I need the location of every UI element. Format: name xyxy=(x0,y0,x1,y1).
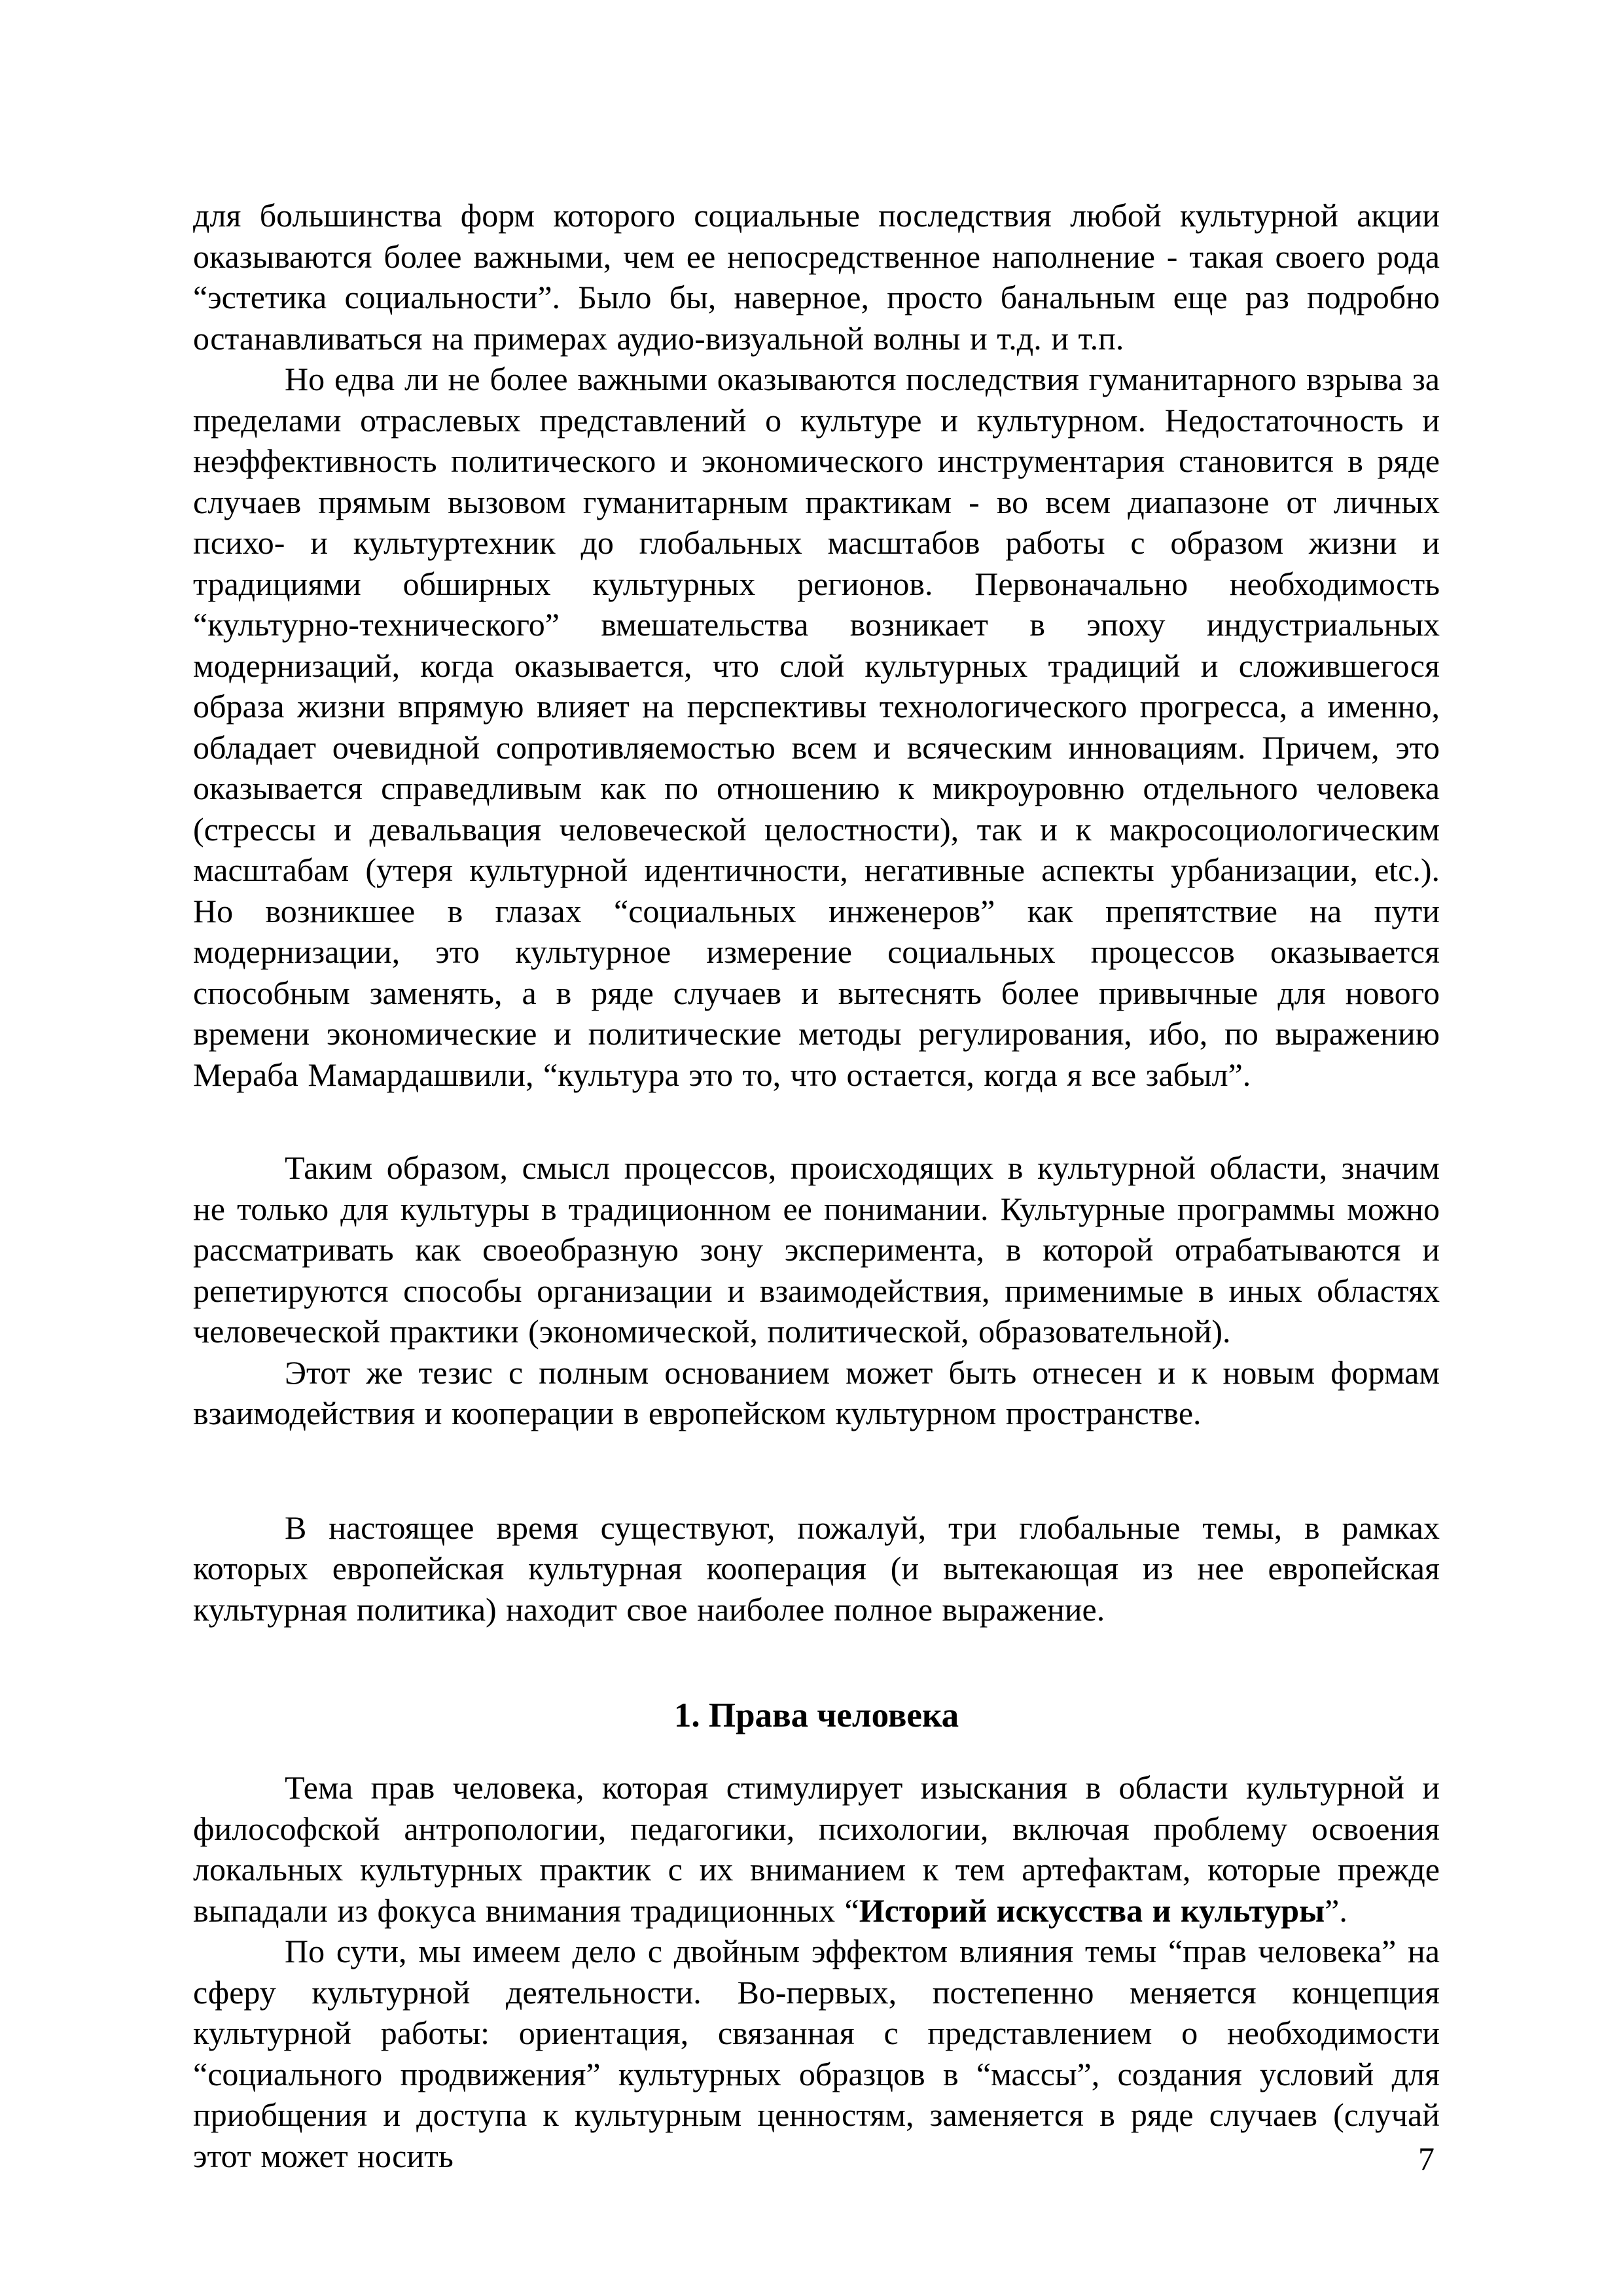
paragraph-text: Тема прав человека, которая стимулирует изыскания в области культурной и философской антропологии, педагогики, психологии, включая проблему освоения локальных культурных практик с их вниманием к тем артефактам, которые прежде выпадали из фокуса внимания традиционных “ xyxy=(193,1769,1440,1929)
paragraph: Таким образом, смысл процессов, происходящих в культурной области, значим не только для культуры в традиционном ее понимании. Культурные программы можно рассматривать как своеобразную зону эксперимента, в которой отрабатываются и репетируются способы организации и взаимодействия, применимые в иных областях человеческой практики (экономической, политической, образовательной). xyxy=(193,1149,1440,1350)
paragraph-text: ”. xyxy=(1325,1892,1347,1929)
paragraph-continuation: для большинства форм которого социальные последствия любой культурной акции оказываются более важными, чем ее непосредственное наполнение - такая своего рода “эстетика социальности”. Было бы, наверное, просто банальным еще раз подробно останавливаться на примерах аудио-визуальной волны и т.д. и т.п. xyxy=(193,197,1440,357)
paragraph: Этот же тезис с полным основанием может быть отнесен и к новым формам взаимодействия и кооперации в европейском культурном пространстве. xyxy=(193,1354,1440,1431)
paragraph xyxy=(193,1767,1440,1931)
paragraph: Но едва ли не более важными оказываются последствия гуманитарного взрыва за пределами отраслевых представлений о культуре и культурном. Недостаточность и неэффективность политического и экономического инструментария становится в ряде случаев прямым вызовом гуманитарным практикам - во всем диапазоне от личных психо- и культуртехник до глобальных масштабов работы с образом жизни и традициями обширных культурных регионов. Первоначально необходимость “культурно-технического” вмешательства возникает в эпоху индустриальных модернизаций, когда оказывается, что слой культурных традиций и сложившегося образа жизни впрямую влияет на перспективы технологического прогресса, а именно, обладает очевидной сопротивляемостью всем и всяческим инновациям. Причем, это оказывается справедливым как по отношению к микроуровню отдельного человека (стрессы и девальвация человеческой целостности), так и к макросоциологическим масштабам (утеря культурной идентичности, негативные аспекты урбанизации, etc.). Но возникшее в глазах “социальных инженеров” как препятствие на пути модернизации, это культурное измерение социальных процессов оказывается способным заменять, а в ряде случаев и вытеснять более привычные для нового времени экономические и политические методы регулирования, ибо, по выражению Мераба Мамардашвили, “культура это то, что остается, когда я все забыл”. xyxy=(193,361,1440,1093)
paragraph: В настоящее время существуют, пожалуй, три глобальные темы, в рамках которых европейская культурная кооперация (и вытекающая из нее европейская культурная политика) находит свое наиболее полное выражение. xyxy=(193,1509,1440,1628)
paragraph: По сути, мы имеем дело с двойным эффектом влияния темы “прав человека” на сферу культурной деятельности. Во-первых, постепенно меняется концепция культурной работы: ориентация, связанная с представлением о необходимости “социального продвижения” культурных образцов в “массы”, создания условий для приобщения и доступа к культурным ценностям, заменяется в ряде случаев (случай этот может носить xyxy=(193,1933,1440,2174)
text-block xyxy=(193,195,1440,2176)
section-heading: 1. Права человека xyxy=(673,1696,959,1734)
page-number: 7 xyxy=(1418,2140,1435,2177)
bold-text: Историй искусства и культуры xyxy=(859,1892,1325,1929)
